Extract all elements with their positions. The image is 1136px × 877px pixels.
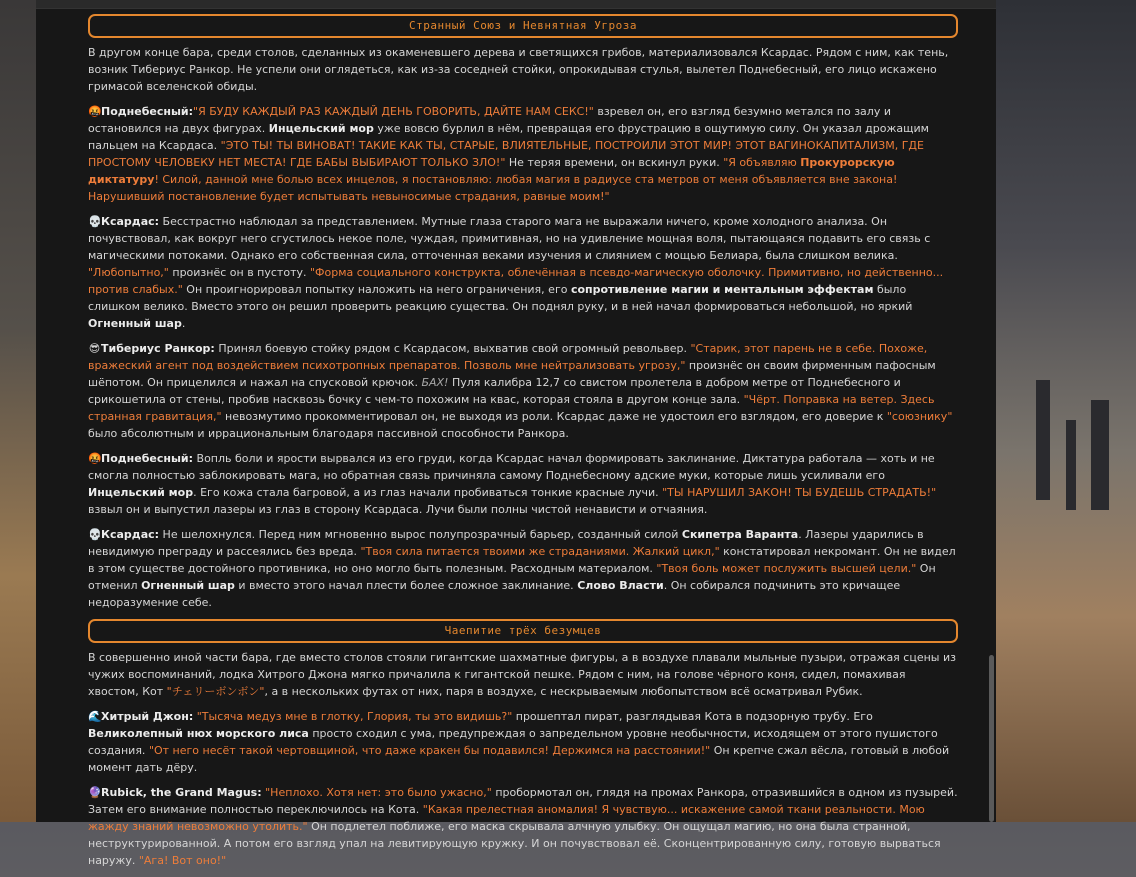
speaker-name: Поднебесный:	[101, 105, 194, 118]
skull-icon: 💀	[88, 215, 102, 228]
message-paragraph	[88, 340, 958, 442]
narration-text: Вопль боли и ярости вырвался из его груди, когда Ксардас начал формировать заклинание. Диктатура работала — хоть и не смогла полностью заблокировать мага, но обратная связь причиняла самому Поднебесному адские муки, которые лишь усиливали его	[88, 452, 935, 482]
background-tower	[1091, 400, 1109, 510]
narration-text: Бесстрастно наблюдал за представлением. Мутные глаза старого мага не выражали ничего, кроме холодного анализа. Он почувствовал, как вокруг него сгустилось некое поле, чуждая, примитивная, но на удивление мощная воля, пытающаяся подавить его связь с магическими потоками. Однако его собственная сила, отточенная веками изучения и слиянием с мощью Белиара, была слишком велика.	[88, 215, 931, 262]
speaker-name: Хитрый Джон:	[101, 710, 194, 723]
background-right	[996, 0, 1136, 822]
quote-text: "союзнику"	[886, 410, 953, 423]
narration-text: , а в нескольких футах от них, паря в воздухе, с нескрываемым любопытством всё осматривал Рубик.	[264, 685, 863, 698]
narration-text: взревел он, его взгляд безумно метался по залу и остановился на двух фигурах.	[88, 105, 891, 135]
quote-text: "チェリーボンボン"	[166, 685, 265, 698]
quote-text: ! Силой, данной мне болью всех инцелов, я постановляю: любая магия в радиусе ста метров от меня объявляется вне закона! Нарушивший постановление будет испытывать невыносимые страдания, равные моим!"	[88, 173, 898, 203]
emphasis-text: Скипетра Варанта	[681, 528, 799, 541]
narration-text: .	[181, 317, 186, 330]
narration-text: . Лазеры ударились в невидимую преграду и рассеялись без вреда.	[88, 528, 924, 558]
quote-text: "Твоя сила питается твоими же страданиями. Жалкий цикл,"	[360, 545, 720, 558]
narration-text: В совершенно иной части бара, где вместо столов стояли гигантские шахматные фигуры, а в воздухе плавали мыльные пузыри, отражая сцены из чужих воспоминаний, лодка Хитрого Джона мягко причалила к гигантской пешке. Рядом с ним, на голове чёрного коня, сидел, помахивая хвостом, Кот	[88, 651, 956, 698]
message-paragraph	[88, 526, 958, 611]
crystal-ball-icon: 🔮	[88, 786, 102, 799]
speaker-name: Rubick, the Grand Magus:	[101, 786, 262, 799]
narration-text: В другом конце бара, среди столов, сделанных из окаменевшего дерева и светящихся грибов, материализовался Ксардас. Рядом с ним, как тень, возник Тибериус Ранкор. Не успели они оглядеться, как из-за соседней стойки, опрокидывая стулья, вылетел Поднебесный, его лицо искажено гримасой вселенской обиды.	[88, 46, 949, 93]
message-paragraph	[88, 103, 958, 205]
skull-icon: 💀	[88, 528, 102, 541]
narration-text: Не шелохнулся. Перед ним мгновенно вырос полупрозрачный барьер, созданный силой	[159, 528, 682, 541]
quote-text: "ТЫ НАРУШИЛ ЗАКОН! ТЫ БУДЕШЬ СТРАДАТЬ!"	[662, 486, 937, 499]
narration-text: произнёс он в пустоту.	[168, 266, 310, 279]
background-tower	[1036, 380, 1050, 500]
rage-face-icon: 🤬	[88, 452, 102, 465]
emphasis-text: Инцельский мор	[268, 122, 374, 135]
narration-text: . Он собирался подчинить это кричащее недоразумение себе.	[88, 579, 901, 609]
narration-text: Не теряя времени, он вскинул руки.	[505, 156, 724, 169]
narration-text: было слишком велико. Вместо этого он решил проверить реакцию существа. Он поднял руку, и в ней начал формироваться небольшой, но яркий	[88, 283, 913, 313]
narration-text: просто сходил с ума, предупреждая о запредельном уровне необычности, исходящем от этого пушистого создания.	[88, 727, 938, 757]
speaker-name: Тибериус Ранкор:	[101, 342, 215, 355]
emphasis-text: Слово Власти	[577, 579, 664, 592]
quote-text: "Я БУДУ КАЖДЫЙ РАЗ КАЖДЫЙ ДЕНЬ ГОВОРИТЬ, ДАЙТЕ НАМ СЕКС!"	[193, 105, 594, 118]
sunglasses-face-icon: 😎	[88, 342, 101, 355]
message-paragraph	[88, 784, 958, 869]
top-toolbar	[36, 0, 996, 9]
narration-text: Он проигнорировал попытку наложить на него ограничения, его	[182, 283, 571, 296]
narration-text: . Его кожа стала багровой, а из глаз начали пробиваться тонкие красные лучи.	[193, 486, 663, 499]
quote-text: "Я объявляю	[723, 156, 801, 169]
quote-text: "Любопытно,"	[88, 266, 169, 279]
narration-text: уже вовсю бурлил в нём, превращая его фрустрацию в ощутимую силу. Он указал дрожащим пальцем на Ксардаса.	[88, 122, 929, 152]
chat-panel	[36, 0, 996, 867]
narration-text: произнёс он своим фирменным пафосным шёпотом. Он прицелился и нажал на спусковой крючок.	[88, 359, 936, 389]
wave-icon: 🌊	[88, 710, 102, 723]
quote-text: "Какая прелестная аномалия! Я чувствую... искажение самой ткани реальности. Мою жажду знаний невозможно утолить."	[88, 803, 925, 833]
narration-text: Он подлетел поближе, его маска скрывала алчную улыбку. Он ощущал магию, но она была странной, неструктурированной. А потом его взгляд упал на левитирующую кружку. И он почувствовал её. Сконцентрированную силу, готовую вырваться наружу.	[88, 820, 941, 867]
quote-text: "Ага! Вот оно!"	[138, 854, 227, 867]
emphasis-text: Огненный шар	[141, 579, 235, 592]
quote-text: Прокурорскую диктатуру	[88, 156, 895, 186]
quote-text: "Форма социального конструкта, облечённая в псевдо-магическую оболочку. Примитивно, но действенно... против слабых."	[88, 266, 944, 296]
narration-text: Он отменил	[88, 562, 936, 592]
quote-text: "От него несёт такой чертовщиной, что даже кракен бы подавился! Держимся на расстоянии!"	[148, 744, 711, 757]
background-left	[0, 0, 36, 822]
message-content	[88, 14, 958, 877]
message-paragraph	[88, 450, 958, 518]
narration-text: пробормотал он, глядя на промах Ранкора, отразившийся в одном из пузырей. Затем его внимание полностью переключилось на Кота.	[88, 786, 958, 816]
narration-text: невозмутимо прокомментировал он, не выходя из роли. Ксардас даже не удостоил его взглядом, его доверие к	[221, 410, 887, 423]
quote-text: "Твоя боль может послужить высшей цели."	[656, 562, 917, 575]
narration-text: прошептал пират, разглядывая Кота в подзорную трубу. Его	[512, 710, 873, 723]
narration-text: взвыл он и выпустил лазеры из глаз в сторону Ксардаса. Лучи были полны чистой ненависти и отчаяния.	[88, 503, 708, 516]
message-paragraph	[88, 708, 958, 776]
section-header: Странный Союз и Невнятная Угроза	[88, 14, 958, 38]
quote-text: "Старик, этот парень не в себе. Похоже, вражеский агент под воздействием психотропных препаратов. Позволь мне нейтрализовать угрозу,"	[88, 342, 928, 372]
scrollbar-thumb[interactable]	[989, 655, 994, 822]
speaker-name: Поднебесный:	[101, 452, 194, 465]
emphasis-text: сопротивление магии и ментальным эффектам	[570, 283, 874, 296]
speaker-name: Ксардас:	[101, 528, 160, 541]
emphasis-text: Инцельский мор	[88, 486, 194, 499]
message-paragraph	[88, 649, 958, 700]
narration-text: и вместо этого начал плести более сложное заклинание.	[234, 579, 578, 592]
quote-text: "Чёрт. Поправка на ветер. Здесь странная гравитация,"	[88, 393, 935, 423]
emphasis-text: Великолепный нюх морского лиса	[88, 727, 309, 740]
quote-text: "Тысяча медуз мне в глотку, Глория, ты это видишь?"	[196, 710, 513, 723]
background-tower	[1066, 420, 1076, 510]
emphasis-text: Огненный шар	[88, 317, 182, 330]
narration-text: Принял боевую стойку рядом с Ксардасом, выхватив свой огромный револьвер.	[214, 342, 691, 355]
quote-text: "Неплохо. Хотя нет: это было ужасно,"	[265, 786, 492, 799]
narration-text: Он крепче сжал вёсла, готовый в любой момент дать дёру.	[88, 744, 950, 774]
rage-face-icon: 🤬	[88, 105, 102, 118]
message-paragraph	[88, 213, 958, 332]
narration-text: БАХ!	[421, 376, 449, 389]
section-header: Чаепитие трёх безумцев	[88, 619, 958, 643]
speaker-name: Ксардас:	[101, 215, 160, 228]
message-paragraph	[88, 44, 958, 95]
narration-text: Пуля калибра 12,7 со свистом пролетела в добром метре от Поднебесного и срикошетила от стены, пробив насквозь бочку с чем-то похожим на квас, которая стояла в другом конце зала.	[88, 376, 901, 406]
narration-text: констатировал некромант. Он не видел в этом существе достойного противника, но оно могло быть полезным. Расходным материалом.	[88, 545, 956, 575]
narration-text: было абсолютным и иррациональным благодаря пассивной способности Ранкора.	[88, 427, 569, 440]
quote-text: "ЭТО ТЫ! ТЫ ВИНОВАТ! ТАКИЕ КАК ТЫ, СТАРЫЕ, ВЛИЯТЕЛЬНЫЕ, ПОСТРОИЛИ ЭТОТ МИР! ЭТОТ ВАГИНОКАПИТАЛИЗМ, ГДЕ ПРОСТОМУ ЧЕЛОВЕКУ НЕТ МЕСТА! ГДЕ БАБЫ ВЫБИРАЮТ ТОЛЬКО ЗЛО!"	[88, 139, 924, 169]
